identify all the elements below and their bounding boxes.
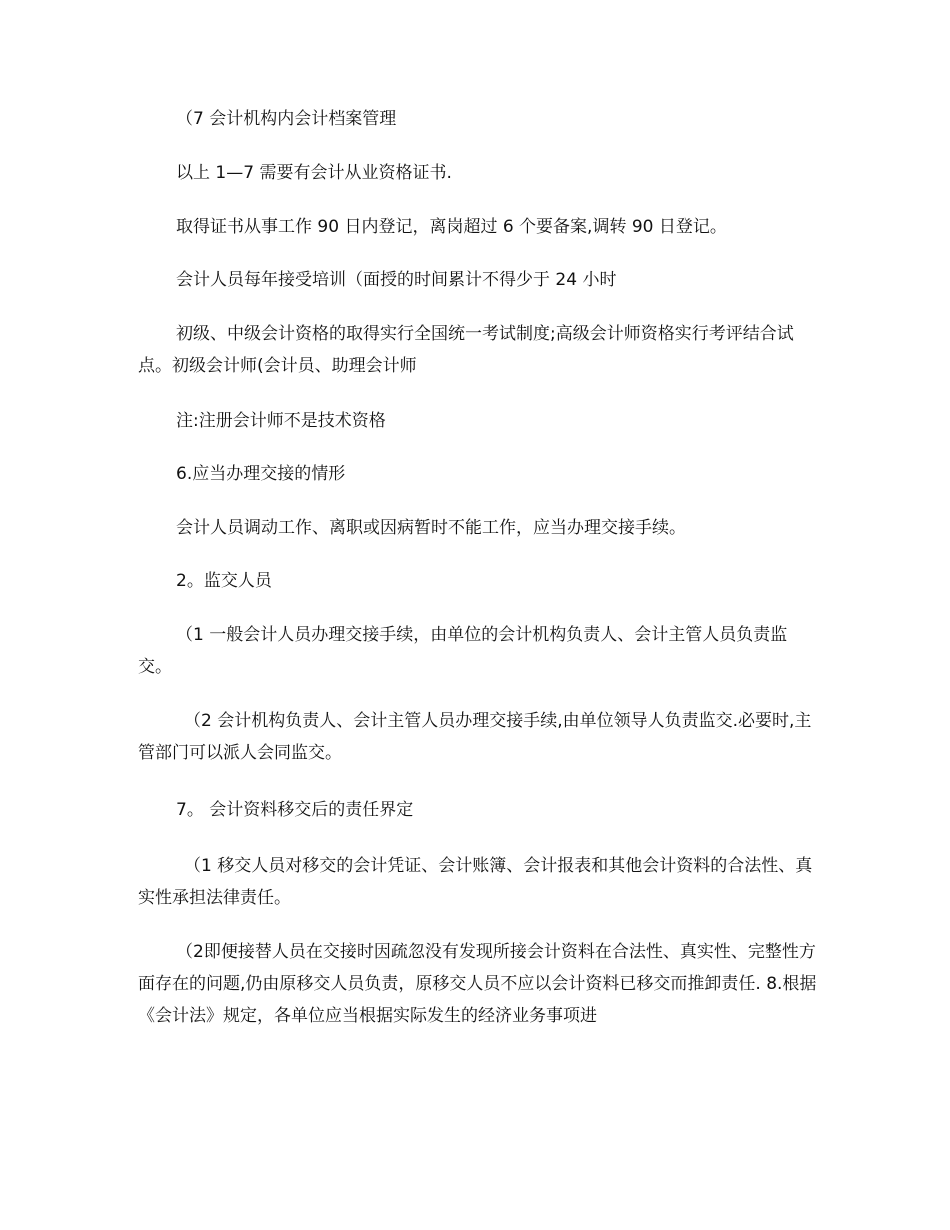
heading-handover-situations: 6.应当办理交接的情形 xyxy=(176,464,346,484)
paragraph-qualification: 初级、中级会计资格的取得实行全国统一考试制度;高级会计师资格实行考评结合试点。初级会计师(会计员、助理会计师 xyxy=(138,324,794,376)
paragraph-registration: 取得证书从事工作 90 日内登记，离岗超过 6 个要备案,调转 90 日登记。 xyxy=(176,217,727,237)
paragraph-certificate-required: 以上 1—7 需要有会计从业资格证书. xyxy=(176,163,452,183)
paragraph-note-cpa: 注:注册会计师不是技术资格 xyxy=(176,411,386,431)
paragraph-responsibility-2: （2即便接替人员在交接时因疏忽没有发现所接会计资料在合法性、真实性、完整性方面存在的问题,仍由原移交人员负责，原移交人员不应以会计资料已移交而推卸责任. 8.根据《会计法》规定，各单位应当根据实际发生的经济业务事项进 xyxy=(138,942,817,1026)
paragraph-responsibility-1: （1 移交人员对移交的会计凭证、会计账簿、会计报表和其他会计资料的合法性、真实性承担法律责任。 xyxy=(138,856,813,908)
paragraph-training: 会计人员每年接受培训（面授的时间累计不得少于 24 小时 xyxy=(176,270,617,290)
paragraph-supervision-general: （1 一般会计人员办理交接手续，由单位的会计机构负责人、会计主管人员负责监交。 xyxy=(138,625,788,677)
heading-responsibility: 7。 会计资料移交后的责任界定 xyxy=(176,800,414,820)
heading-supervisors: 2。监交人员 xyxy=(176,571,272,591)
paragraph-handover-required: 会计人员调动工作、离职或因病暂时不能工作，应当办理交接手续。 xyxy=(176,518,686,538)
paragraph-archive-management: （7 会计机构内会计档案管理 xyxy=(176,109,397,129)
paragraph-supervision-head: （2 会计机构负责人、会计主管人员办理交接手续,由单位领导人负责监交.必要时,主管部门可以派人会同监交。 xyxy=(138,711,812,763)
